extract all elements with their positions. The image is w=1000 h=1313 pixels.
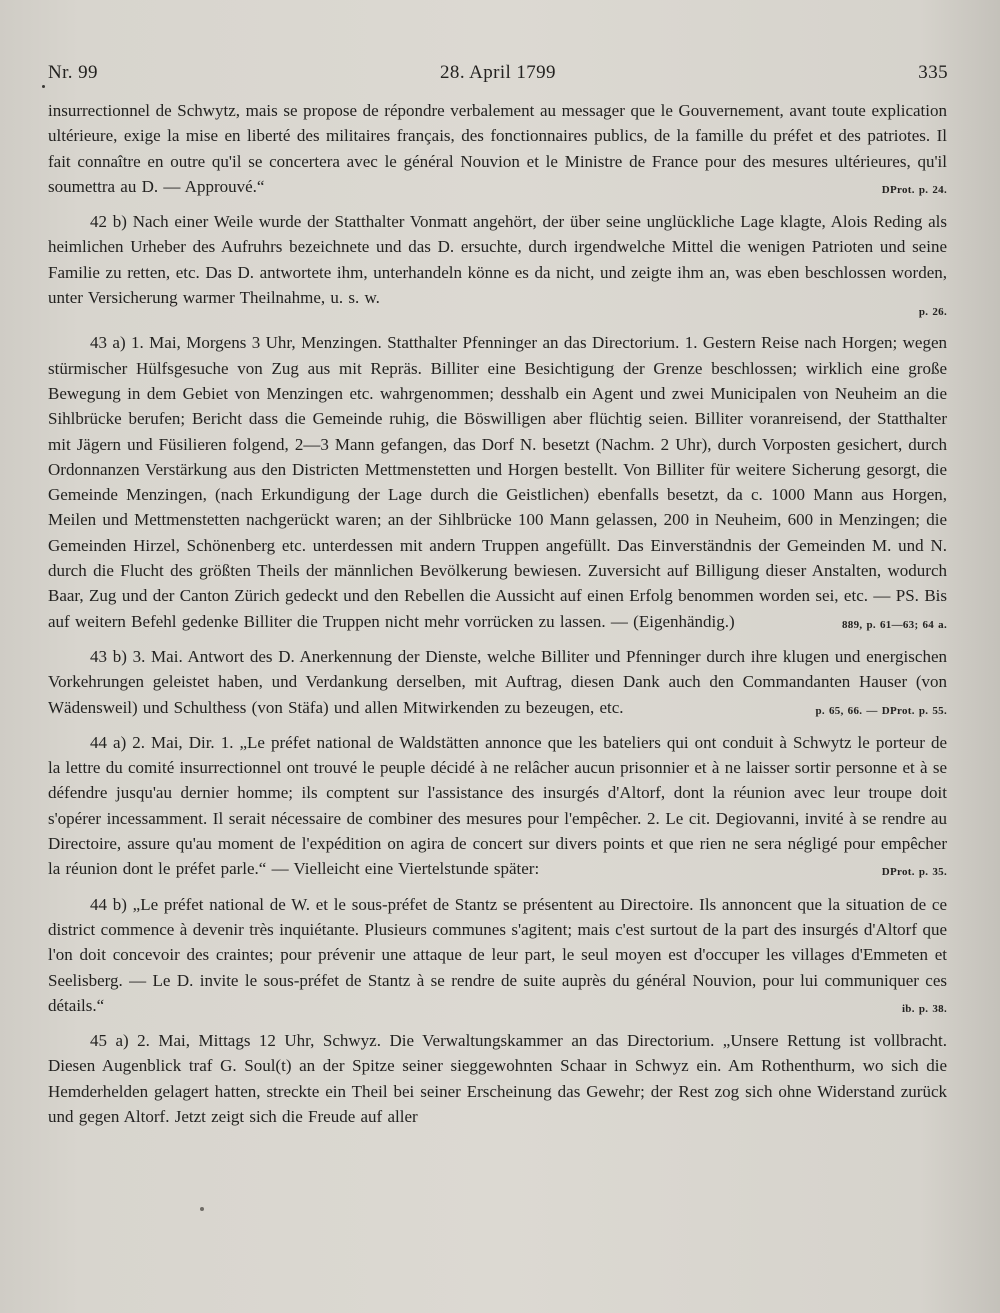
paragraph-text: 43 a) 1. Mai, Morgens 3 Uhr, Menzingen. Statthalter Pfenninger an das Directorium. 1. Gestern Reise nach Horgen; wegen stürmischer Hülfsgesuche von Zug aus mit Repräs. Billiter eine Besichtigung der Grenze beschlossen; wirklich eine große Bewegung in dem Gebiet von Menzingen etc. wahrgenommen; desshalb ein Agent und zwei Municipalen von Neuheim an die Sihlbrücke berufen; Bericht dass die Gemeinde ruhig, die Böswilligen aber flüchtig seien. Billiter voranreisend, der Statthalter mit Jägern und Füsilieren folgend, 2—3 Mann gefangen, das Dorf N. besetzt (Nachm. 2 Uhr), durch Vorposten gesichert, durch Ordonnanzen Verstärkung aus den Districten Mettmenstetten und Horgen bestellt. Von Billiter für weitere Sicherung gesorgt, die Gemeinde Menzingen, (nach Erkundigung der Lage durch die Geistlichen) ebenfalls besetzt, da c. 1000 Mann aus Horgen, Meilen und Mettmenstetten nachgerückt waren; an der Sihlbrücke 100 Mann gelassen, 200 in Neuheim, 600 in Menzingen; die Gemeinden Hirzel, Schönenberg etc. unterdessen mit andern Truppen angefüllt. Das Einverständnis der Gemeinden M. und N. durch die Flucht des größten Theils der männlichen Bevölkerung bewiesen. Zuversicht auf Billigung dieser Anstalten, wodurch Baar, Zug und der Canton Zürich gedeckt und den Rebellen die Aussicht auf einen Erfolg benommen worden sei, etc. — PS. Bis auf weitern Befehl gedenke Billiter die Truppen nicht mehr vorrücken zu lassen. — (Eigenhändig.) [48, 333, 947, 631]
header-date: 28. April 1799 [440, 62, 556, 83]
paragraph-text: insurrectionnel de Schwytz, mais se propose de répondre verbalement au messager que le Gouvernement, avant toute explication ultérieure, exige la mise en liberté des militaires français, des fonctionnaires publics, de la famille du préfet et des patriotes. Il fait connaître en outre qu'il se concertera avec le général Nouvion et le Ministre de France pour des mesures ultérieures, qu'il soumettra au D. — Approuvé.“ [48, 101, 947, 196]
page-header [48, 62, 948, 88]
paragraph [48, 730, 947, 882]
source-reference: p. 26. [918, 306, 947, 319]
source-reference: 889, p. 61—63; 64 a. [841, 618, 947, 631]
source-reference: DProt. p. 24. [881, 183, 947, 196]
paragraph [48, 1028, 947, 1129]
source-reference: p. 65, 66. — DProt. p. 55. [815, 704, 947, 717]
page-number: 335 [918, 62, 948, 83]
paragraph-text: 45 a) 2. Mai, Mittags 12 Uhr, Schwyz. Die Verwaltungskammer an das Directorium. „Unsere Rettung ist vollbracht. Diesen Augenblick traf G. Soul(t) an der Spitze seiner sieggewohnten Schaar in Schwyz ein. Am Rothenthurm, wo sich die Hemderhelden gelagert hatten, streckte ein Theil bei seiner Erscheinung das Gewehr; der Rest zog sich ohne Widerstand zurück und gegen Altorf. Jetzt zeigt sich die Freude auf aller [48, 1031, 947, 1126]
document-number: Nr. 99 [48, 62, 98, 83]
paragraph-text: 43 b) 3. Mai. Antwort des D. Anerkennung der Dienste, welche Billiter und Pfenninger durch ihre klugen und energischen Vorkehrungen geleistet haben, und Verdankung derselben, mit Auftrag, diesen Dank auch den Commandanten Hauser (von Wädensweil) und Schulthess (von Stäfa) und allen Mitwirkenden zu bezeugen, etc. [48, 646, 947, 717]
body-text [48, 98, 947, 1139]
paragraph-text: 44 a) 2. Mai, Dir. 1. „Le préfet national de Waldstätten annonce que les bateliers qui ont conduit à Schwytz le porteur de la lettre du comité insurrectionnel ont trouvé le peuple décidé à ne relâcher aucun prisonnier et à ne laisser sortir personne et à se défendre jusqu'au dernier homme; ils comptent sur l'assistance des insurgés d'Altorf, dont la réunion avec leur troupe doit s'opérer incessamment. Il serait nécessaire de combiner des mesures pour l'empêcher. 2. Le cit. Degiovanni, invité à se rendre au Directoire, assure qu'au moment de l'expédition on agira de concert sur divers points et que rien ne sera négligé pour empêcher la réunion dont le préfet parle.“ — Vielleicht eine Viertelstunde später: [48, 732, 947, 879]
paragraph [48, 330, 947, 634]
paragraph-text: 42 b) Nach einer Weile wurde der Statthalter Vonmatt angehört, der über seine unglückliche Lage klagte, Alois Reding als heimlichen Urheber des Aufruhrs bezeichnete und das D. ersuchte, durch irgendwelche Mittel die wenigen Patrioten und seine Familie zu retten, etc. Das D. antwortete ihm, unterhandeln könne es da nicht, und zeigte ihm an, was eben beschlossen worden, unter Versicherung warmer Theilnahme, u. s. w. [48, 212, 947, 308]
paragraph-text: 44 b) „Le préfet national de W. et le sous-préfet de Stantz se présentent au Directoire. Ils annoncent que la situation de ce district commence à devenir très inquiétante. Plusieurs communes s'agitent; mais c'est surtout de la part des insurgés d'Altorf que l'on doit concevoir des craintes; pour prévenir une attaque de leur part, le seul moyen est d'occuper les villages d'Emmeten et Seelisberg. — Le D. invite le sous-préfet de Stantz à se rendre de suite auprès du général Nouvion, pour lui communiquer ces détails.“ [48, 894, 947, 1015]
source-reference: ib. p. 38. [901, 1002, 947, 1015]
paragraph [48, 209, 947, 320]
source-reference: DProt. p. 35. [881, 866, 947, 879]
ink-speck [42, 85, 45, 88]
paragraph [48, 644, 947, 720]
paragraph [48, 892, 947, 1018]
ink-speck [200, 1207, 204, 1211]
paragraph [48, 98, 947, 199]
